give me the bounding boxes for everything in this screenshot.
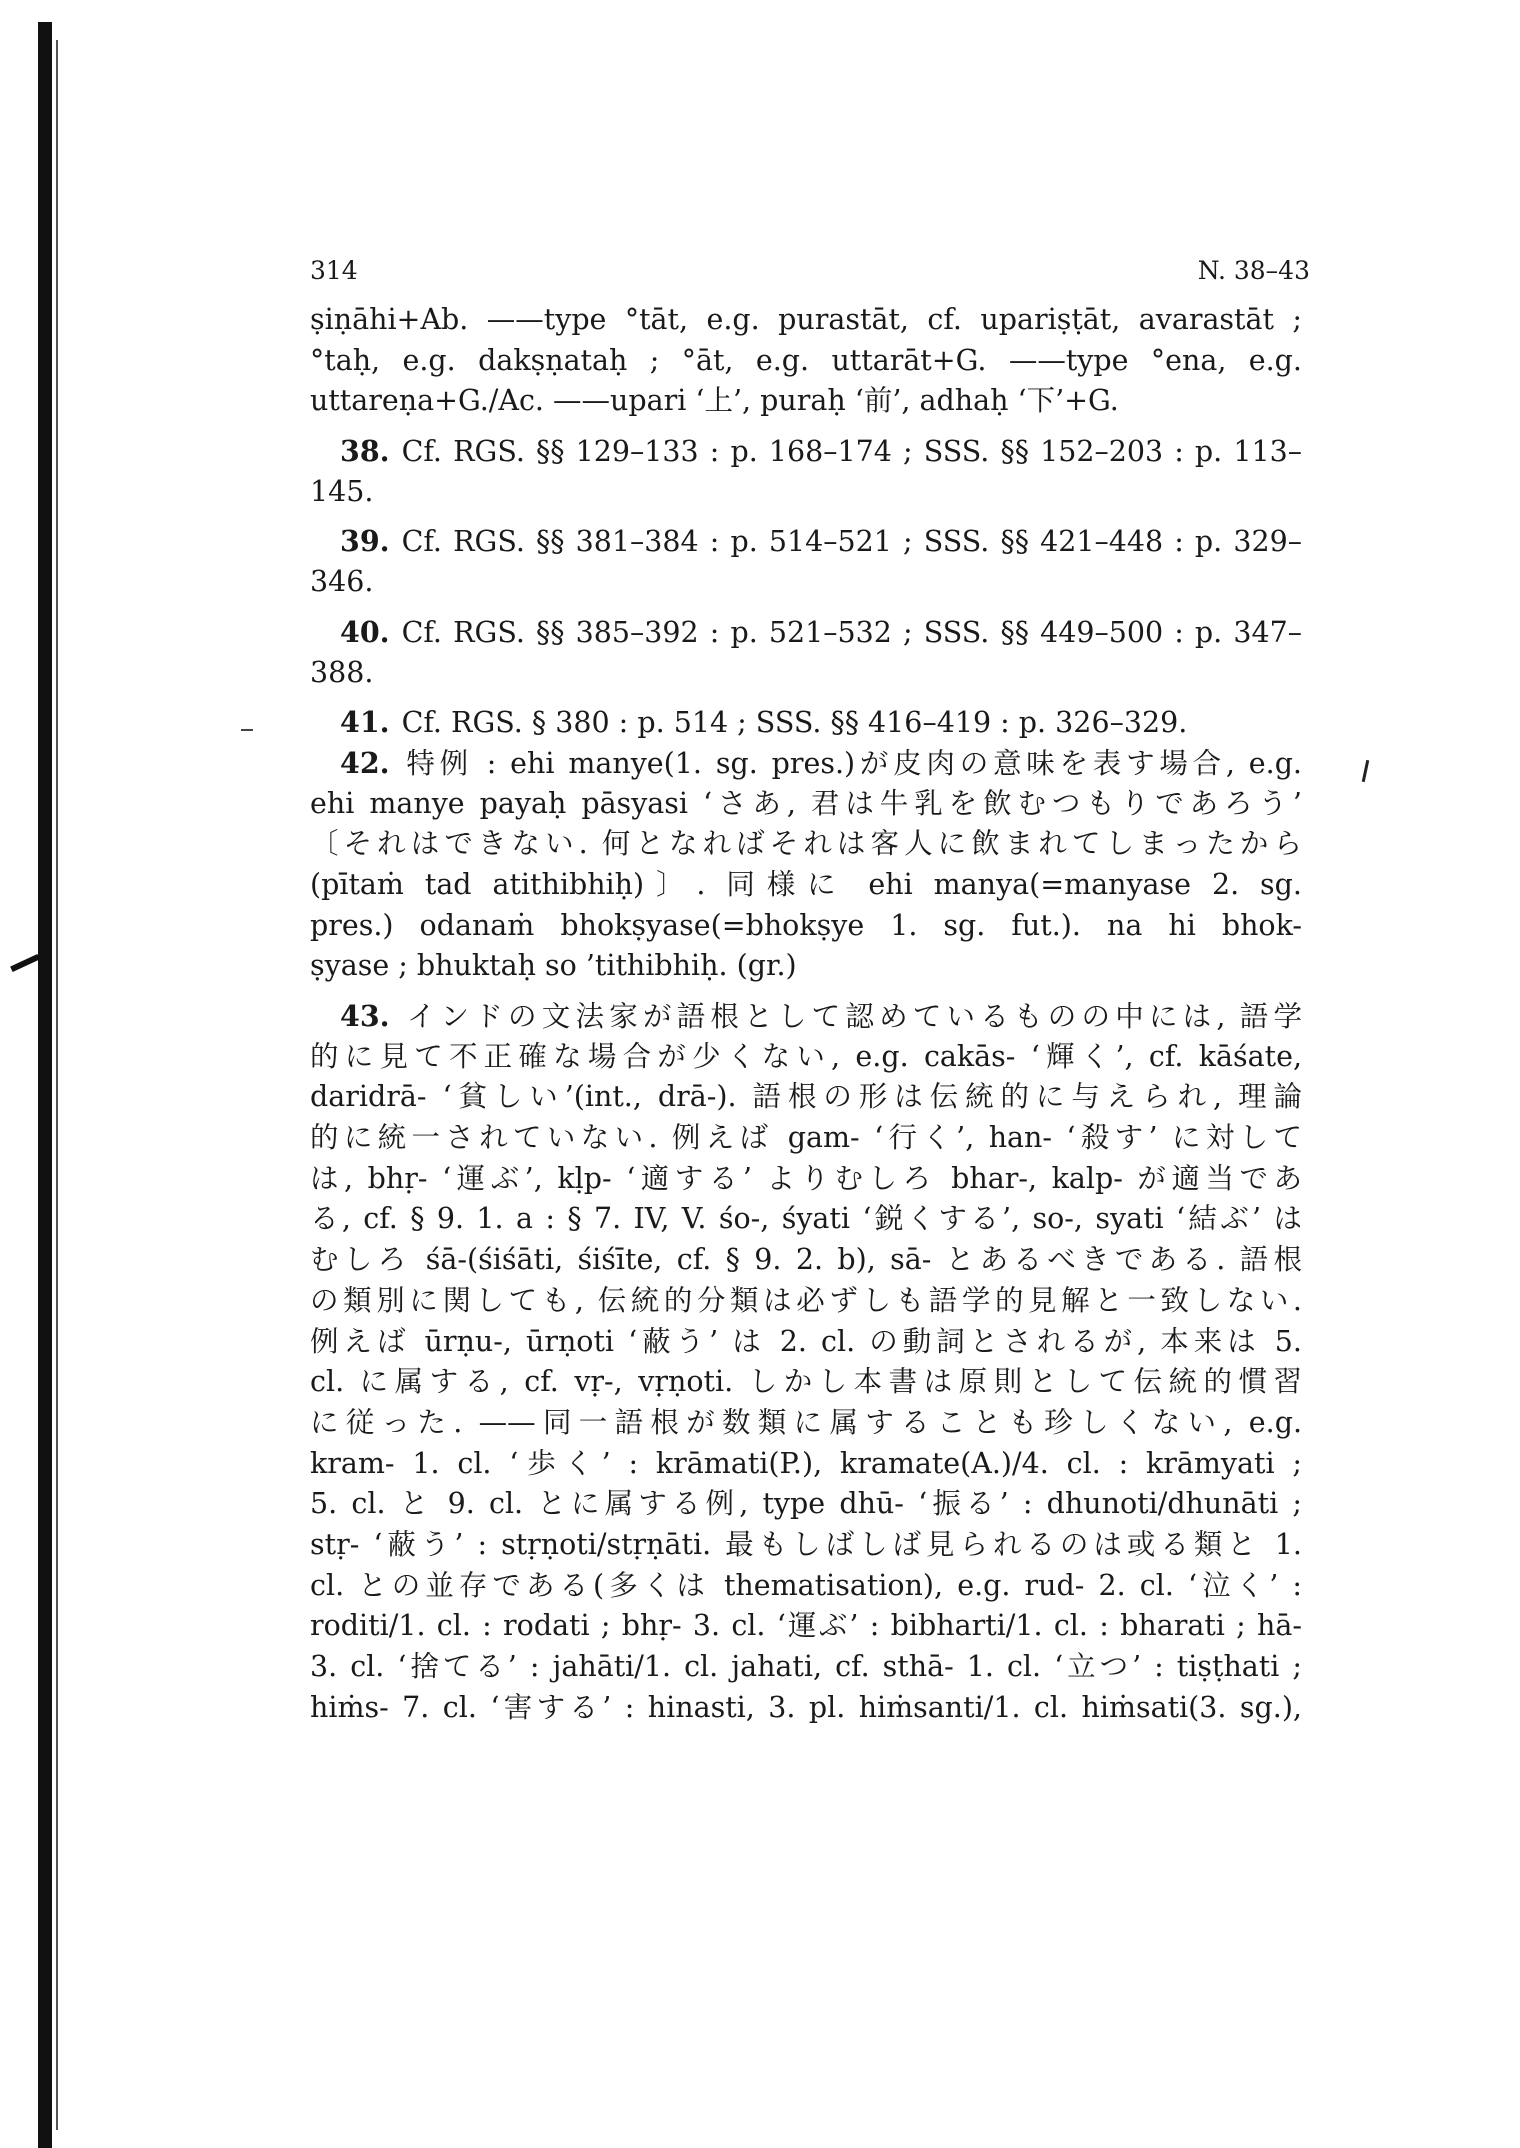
- page-header: [310, 256, 1310, 296]
- text-line: cl. に属する, cf. vṛ-, vṛṇoti. しかし本書は原則として伝統的慣習: [310, 1365, 1302, 1399]
- note-number: 42.: [340, 745, 390, 780]
- text-line: ṣiṇāhi+Ab. ——type °tāt, e.g. purastāt, cf. upariṣṭāt, avarastāt ;: [310, 303, 1302, 336]
- margin-dash-mark: [241, 729, 253, 731]
- text-line: uttareṇa+G./Ac. ——upari ‘上’, puraḥ ‘前’, adhaḥ ‘下’+G.: [310, 384, 1119, 418]
- text-line: cl. との並存である(多くは thematisation), e.g. rud- 2. cl. ‘泣く’ :: [310, 1568, 1302, 1602]
- text-line: hiṁs- 7. cl. ‘害する’ : hinasti, 3. pl. hiṁsanti/1. cl. hiṁsati(3. sg.),: [310, 1690, 1302, 1724]
- note-number: 43.: [340, 999, 390, 1033]
- text-line: °taḥ, e.g. dakṣṇataḥ ; °āt, e.g. uttarāt+G. ——type °ena, e.g.: [310, 343, 1302, 377]
- text-line: (pītaṁ tad atithibhiḥ)〕. 同様に ehi manya(=manyase 2. sg.: [310, 867, 1302, 901]
- text-line: 346.: [310, 565, 374, 599]
- note-number: 41.: [340, 705, 390, 740]
- page-number: 314: [310, 256, 358, 285]
- note-42-line: 42. 特例 : ehi manye(1. sg. pres.)が皮肉の意味を表す場合, e.g.: [340, 745, 1302, 780]
- text-line: ehi manye payaḥ pāsyasi ‘さあ, 君は牛乳を飲むつもりであろう’: [310, 786, 1302, 820]
- section-range: N. 38–43: [1197, 256, 1310, 285]
- text-line: ṣyase ; bhuktaḥ so ’tithibhiḥ. (gr.): [310, 949, 797, 983]
- text-line: 145.: [310, 474, 374, 508]
- text-line: 的に見て不正確な場合が少くない, e.g. cakās- ‘輝く’, cf. kāśate,: [310, 1039, 1302, 1073]
- text-line: は, bhṛ- ‘運ぶ’, kḷp- ‘適する’ よりむしろ bhar-, kalp- が適当であ: [310, 1161, 1302, 1195]
- scan-edge-mark: [10, 954, 40, 972]
- note-number: 40.: [340, 614, 390, 649]
- text-line: kram- 1. cl. ‘歩く’ : krāmati(P.), kramate(A.)/4. cl. : krāmyati ;: [310, 1446, 1302, 1480]
- scan-binding-edge: [38, 22, 52, 2148]
- body-text: [310, 300, 1302, 1728]
- text-line: roditi/1. cl. : rodati ; bhṛ- 3. cl. ‘運ぶ’ : bibharti/1. cl. : bharati ; hā-: [310, 1609, 1302, 1643]
- note-38-line: 38. Cf. RGS. §§ 129–133 : p. 168–174 ; SSS. §§ 152–203 : p. 113–: [340, 434, 1302, 469]
- text-line: る, cf. § 9. 1. a : § 7. IV, V. śo-, śyati ‘鋭くする’, so-, syati ‘結ぶ’ は: [310, 1202, 1302, 1236]
- text-line: に従った. ——同一語根が数類に属することも珍しくない, e.g.: [310, 1405, 1302, 1439]
- note-number: 39.: [340, 524, 390, 559]
- text-line: 〔それはできない. 何となればそれは客人に飲まれてしまったから: [310, 827, 1302, 861]
- note-number: 38.: [340, 434, 390, 469]
- note-40-line: 40. Cf. RGS. §§ 385–392 : p. 521–532 ; SSS. §§ 449–500 : p. 347–: [340, 614, 1302, 649]
- text-line: 例えば ūrṇu-, ūrṇoti ‘蔽う’ は 2. cl. の動詞とされるが, 本来は 5.: [310, 1324, 1302, 1358]
- note-43-line: 43. インドの文法家が語根として認めているものの中には, 語学: [340, 999, 1302, 1033]
- margin-tick-mark: [1362, 760, 1370, 782]
- text-line: 的に統一されていない. 例えば gam- ‘行く’, han- ‘殺す’ に対して: [310, 1121, 1302, 1155]
- text-line: daridrā- ‘貧しい’(int., drā-). 語根の形は伝統的に与えられ, 理論: [310, 1080, 1302, 1114]
- note-41-line: 41. Cf. RGS. § 380 : p. 514 ; SSS. §§ 416–419 : p. 326–329.: [340, 705, 1188, 740]
- text-line: 388.: [310, 655, 374, 689]
- text-line: の類別に関しても, 伝統的分類は必ずしも語学的見解と一致しない.: [310, 1283, 1302, 1317]
- note-39-line: 39. Cf. RGS. §§ 381–384 : p. 514–521 ; SSS. §§ 421–448 : p. 329–: [340, 524, 1302, 559]
- text-line: 3. cl. ‘捨てる’ : jahāti/1. cl. jahati, cf. sthā- 1. cl. ‘立つ’ : tiṣṭhati ;: [310, 1650, 1302, 1683]
- scan-binding-shadow: [56, 40, 58, 2130]
- text-line: stṛ- ‘蔽う’ : stṛṇoti/stṛṇāti. 最もしばしば見られるのは或る類と 1.: [310, 1527, 1302, 1561]
- text-line: pres.) odanaṁ bhokṣyase(=bhokṣye 1. sg. fut.). na hi bhok-: [310, 908, 1302, 942]
- text-line: 5. cl. と 9. cl. とに属する例, type dhū- ‘振る’ : dhunoti/dhunāti ;: [310, 1487, 1302, 1521]
- text-line: むしろ śā-(śiśāti, śiśīte, cf. § 9. 2. b), sā- とあるべきである. 語根: [310, 1243, 1302, 1277]
